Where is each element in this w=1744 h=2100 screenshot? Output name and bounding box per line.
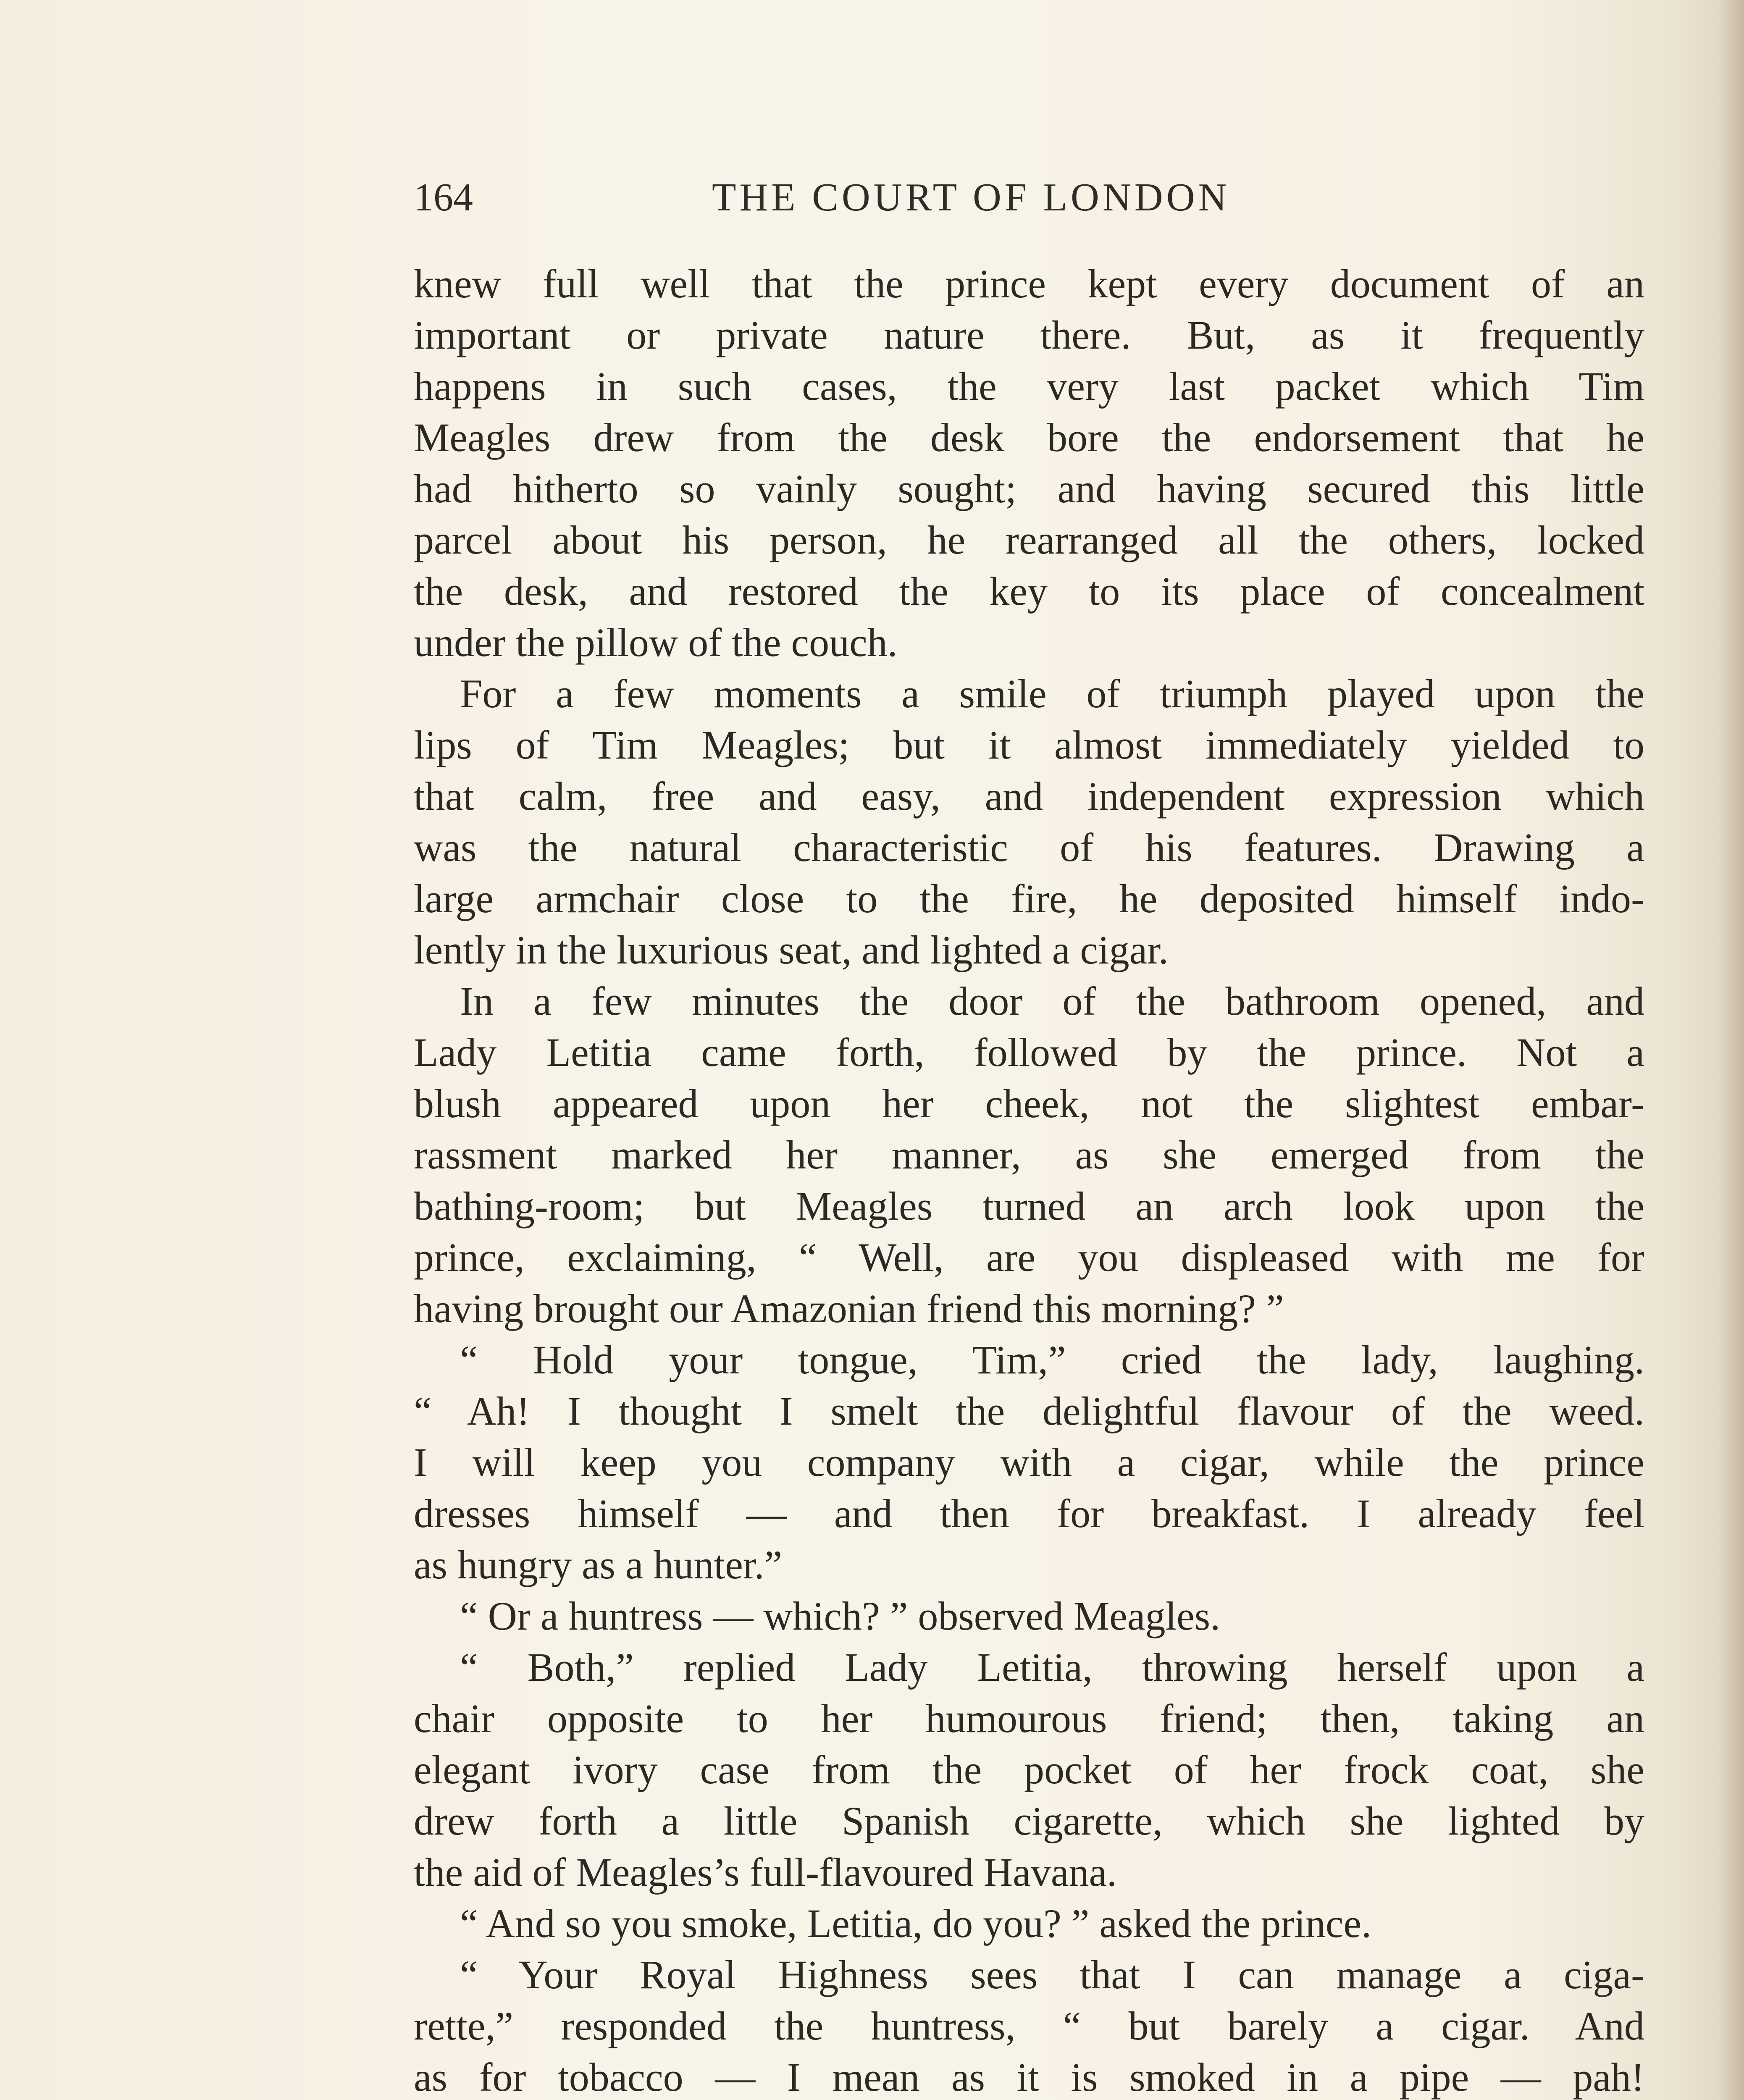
text-line: was the natural characteristic of his features. Drawing a <box>414 825 1644 870</box>
text-line: elegant ivory case from the pocket of her frock coat, she <box>414 1747 1644 1792</box>
page-number: 164 <box>414 176 473 219</box>
page-header <box>414 168 1638 227</box>
text-line: “ Both,” replied Lady Letitia, throwing herself upon a <box>460 1645 1644 1690</box>
text-line: drew forth a little Spanish cigarette, which she lighted by <box>414 1798 1644 1843</box>
text-line: I will keep you company with a cigar, while the prince <box>414 1440 1644 1485</box>
text-line: the desk, and restored the key to its place of concealment <box>414 569 1644 614</box>
text-line: rette,” responded the huntress, “ but barely a cigar. And <box>414 2003 1644 2048</box>
text-line: as for tobacco — I mean as it is smoked in a pipe — pah! <box>414 2055 1644 2100</box>
text-line: under the pillow of the couch. <box>414 620 898 665</box>
text-line: “ And so you smoke, Letitia, do you? ” asked the prince. <box>460 1901 1372 1946</box>
text-line: rassment marked her manner, as she emerged from the <box>414 1132 1644 1177</box>
text-line: dresses himself — and then for breakfast. I already feel <box>414 1491 1644 1536</box>
text-line: Meagles drew from the desk bore the endorsement that he <box>414 415 1644 460</box>
text-line: “ Ah! I thought I smelt the delightful flavour of the weed. <box>414 1389 1644 1433</box>
text-line: that calm, free and easy, and independent expression which <box>414 774 1644 819</box>
text-line: For a few moments a smile of triumph played upon the <box>460 671 1644 716</box>
text-line: In a few minutes the door of the bathroom opened, and <box>460 979 1644 1024</box>
text-line: “ Or a huntress — which? ” observed Meagles. <box>460 1593 1221 1638</box>
text-line: large armchair close to the fire, he deposited himself indo- <box>414 876 1644 921</box>
text-line: the aid of Meagles’s full-flavoured Havana. <box>414 1850 1117 1895</box>
running-title: THE COURT OF LONDON <box>712 176 1230 219</box>
text-line: lently in the luxurious seat, and lighted a cigar. <box>414 927 1169 972</box>
text-line: knew full well that the prince kept every document of an <box>414 261 1644 306</box>
body-text <box>414 258 1644 2100</box>
text-line: lips of Tim Meagles; but it almost immediately yielded to <box>414 722 1644 767</box>
page-edge-shadow <box>1719 0 1744 2100</box>
text-line: happens in such cases, the very last packet which Tim <box>414 364 1644 409</box>
text-line: parcel about his person, he rearranged all the others, locked <box>414 517 1644 562</box>
text-line: important or private nature there. But, as it frequently <box>414 312 1644 357</box>
text-line: as hungry as a hunter.” <box>414 1542 783 1587</box>
text-line: blush appeared upon her cheek, not the slightest embar- <box>414 1081 1644 1126</box>
text-line: “ Hold your tongue, Tim,” cried the lady, laughing. <box>460 1337 1644 1382</box>
text-line: “ Your Royal Highness sees that I can manage a ciga- <box>460 1952 1644 1997</box>
text-line: chair opposite to her humourous friend; then, taking an <box>414 1696 1644 1741</box>
text-line: Lady Letitia came forth, followed by the prince. Not a <box>414 1030 1644 1075</box>
text-line: bathing-room; but Meagles turned an arch look upon the <box>414 1184 1644 1228</box>
text-line: prince, exclaiming, “ Well, are you displeased with me for <box>414 1235 1644 1280</box>
text-line: had hitherto so vainly sought; and having secured this little <box>414 466 1644 511</box>
text-line: having brought our Amazonian friend this morning? ” <box>414 1286 1284 1331</box>
